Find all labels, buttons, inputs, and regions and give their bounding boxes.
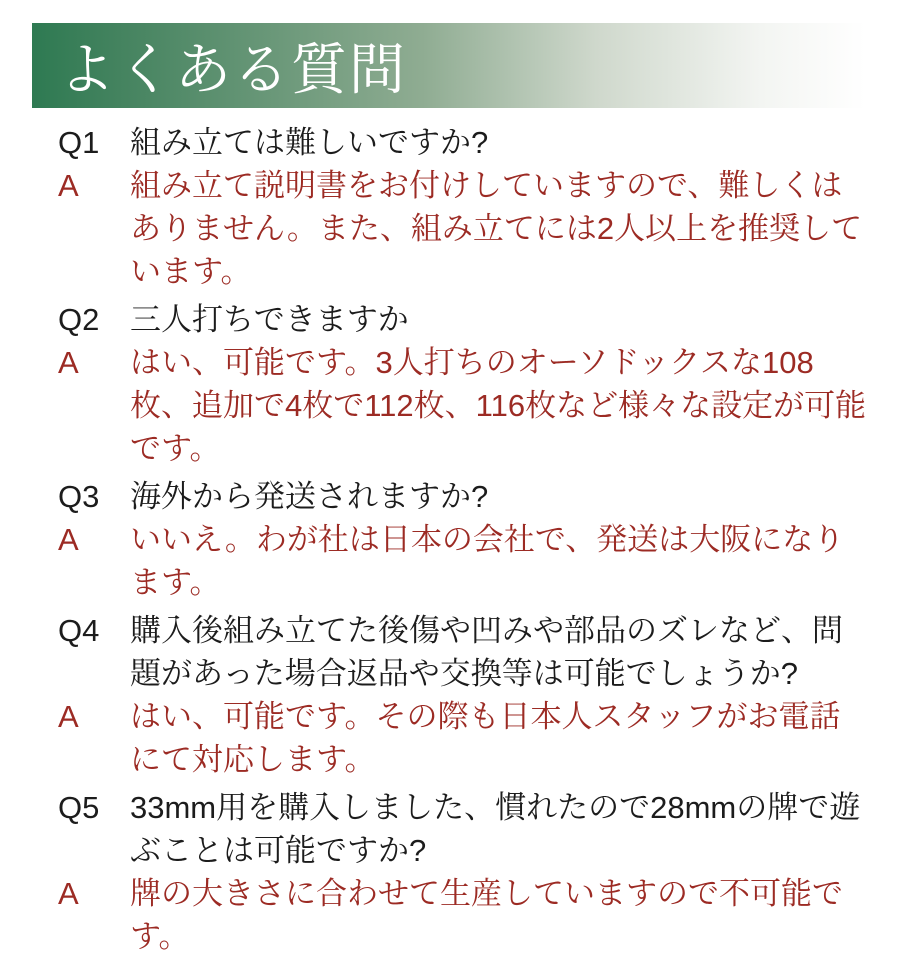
answer-text: はい、可能です。その際も日本人スタッフがお電話にて対応します。 [130,699,841,777]
answer-label: A [58,345,79,380]
answer-row [58,164,870,293]
answer-text: 組み立て説明書をお付けしていますので、難しくはありません。また、組み立てには2人以上を推奨しています。 [130,168,863,289]
question-text: 33mm用を購入しました、慣れたので28mmの牌で遊ぶことは可能ですか? [130,790,861,868]
answer-text: いいえ。わが社は日本の会社で、発送は大阪になります。 [130,522,845,600]
answer-row [58,518,870,604]
question-label: Q3 [58,479,100,514]
question-label: Q4 [58,613,100,648]
faq-item-q2 [58,298,870,470]
answer-row [58,872,870,958]
faq-item-q5 [58,786,870,958]
answer-text: はい、可能です。3人打ちのオーソドックスな108枚、追加で4枚で112枚、116枚など様々な設定が可能です。 [130,345,867,466]
page-header [32,23,900,108]
question-label: Q5 [58,790,100,825]
question-text: 購入後組み立てた後傷や凹みや部品のズレなど、問題があった場合返品や交換等は可能でしょうか? [130,613,843,691]
answer-row [58,341,870,470]
question-text: 組み立ては難しいですか? [130,125,489,160]
question-row [58,298,870,341]
question-row [58,609,870,695]
question-label: Q2 [58,302,100,337]
faq-item-q3 [58,475,870,604]
question-row [58,786,870,872]
page-title: よくある質問 [59,37,407,101]
question-label: Q1 [58,125,100,160]
faq-item-q1 [58,121,870,293]
question-text: 三人打ちできますか [130,302,409,337]
answer-row [58,695,870,781]
faq-page [0,23,900,954]
answer-label: A [58,168,79,203]
question-text: 海外から発送されますか? [130,479,489,514]
faq-item-q4 [58,609,870,781]
question-row [58,475,870,518]
faq-list [58,121,870,958]
question-row [58,121,870,164]
answer-label: A [58,699,79,734]
answer-label: A [58,876,79,911]
answer-text: 牌の大きさに合わせて生産していますので不可能です。 [130,876,843,954]
answer-label: A [58,522,79,557]
